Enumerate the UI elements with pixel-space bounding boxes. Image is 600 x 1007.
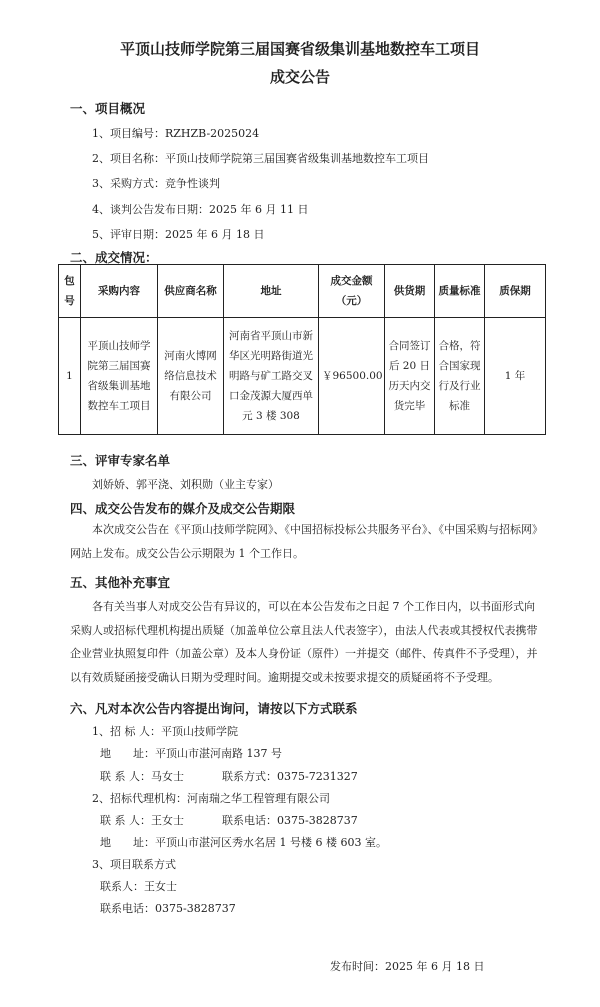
table-header: 质保期 (485, 265, 546, 318)
publish-date: 发布时间：2025 年 6 月 18 日 (330, 960, 485, 973)
tenderer: 1、招 标 人：平顶山技师学院 (92, 725, 238, 738)
section-5-heading: 五、其他补充事宜 (70, 575, 171, 590)
expert-list: 刘娇娇、郭平浇、刘积勋（业主专家） (92, 478, 279, 491)
table-cell: 河南火博网络信息技术有限公司 (158, 318, 224, 435)
table-header: 采购内容 (81, 265, 158, 318)
objection-paragraph: 各有关当事人对成交公告有异议的，可以在本公告发布之日起 7 个工作日内，以书面形式向采购人或招标代理机构提出质疑（加盖单位公章且法人代表签字），由法人代表或其授权代表携带企业营业执照复印件（加盖公章）及本人身份证（原件）一并提交（邮件、传真件不予受理），并以有效质疑函接受确认日期为受理时间。逾期提交或未按要求提交的质疑函将不予受理。 (70, 600, 538, 684)
agency-phone: 联系电话：0375-3828737 (222, 814, 358, 827)
section-2-heading: 二、成交情况： (70, 250, 158, 265)
table-header: 地址 (224, 265, 319, 318)
announcement-date: 4、谈判公告发布日期：2025 年 6 月 11 日 (92, 203, 309, 216)
section-6-heading: 六、凡对本次公告内容提出询问，请按以下方式联系 (70, 701, 358, 716)
project-contact-title: 3、项目联系方式 (92, 858, 176, 871)
tenderer-address: 地 址：平顶山市湛河南路 137 号 (100, 747, 282, 760)
tenderer-contact: 联 系 人：马女士 (100, 770, 184, 783)
table-cell: ￥96500.00 (319, 318, 385, 435)
table-cell: 1 年 (485, 318, 546, 435)
agency-contact: 联 系 人：王女士 (100, 814, 184, 827)
agency: 2、招标代理机构：河南瑞之华工程管理有限公司 (92, 792, 330, 805)
table-header: 包号 (59, 265, 81, 318)
table-header-row (59, 265, 546, 318)
section-4-heading: 四、成交公告发布的媒介及成交公告期限 (70, 501, 296, 516)
table-header: 成交金额（元） (319, 265, 385, 318)
table-cell: 1 (59, 318, 81, 435)
project-contact-phone: 联系电话：0375-3828737 (100, 902, 236, 915)
tenderer-phone: 联系方式：0375-7231327 (222, 770, 358, 783)
review-date: 5、评审日期：2025 年 6 月 18 日 (92, 228, 265, 241)
document-title: 平顶山技师学院第三届国赛省级集训基地数控车工项目 (119, 40, 480, 58)
project-number: 1、项目编号：RZHZB-2025024 (92, 127, 260, 140)
project-contact-person: 联系人：王女士 (100, 880, 177, 893)
document-subtitle: 成交公告 (269, 68, 330, 86)
table-header: 质量标准 (435, 265, 485, 318)
table-cell: 合格，符合国家现行及行业标准 (435, 318, 485, 435)
procurement-method: 3、采购方式：竞争性谈判 (92, 177, 220, 190)
table-row (59, 318, 546, 435)
table-header: 供应商名称 (158, 265, 224, 318)
table-cell: 河南省平顶山市新华区光明路街道光明路与矿工路交叉口金茂源大厦西单元 3 楼 308 (224, 318, 319, 435)
project-name: 2、项目名称：平顶山技师学院第三届国赛省级集训基地数控车工项目 (92, 152, 429, 165)
section-1-heading: 一、项目概况 (70, 101, 146, 116)
section-3-heading: 三、评审专家名单 (70, 453, 171, 468)
deal-table (58, 264, 546, 435)
media-paragraph: 本次成交公告在《平顶山技师学院网》、《中国招标投标公共服务平台》、《中国采购与招标网》网站上发布。成交公告公示期限为 1 个工作日。 (70, 523, 538, 560)
table-header: 供货期 (385, 265, 435, 318)
table-cell: 平顶山技师学院第三届国赛省级集训基地数控车工项目 (81, 318, 158, 435)
table-cell: 合同签订后 20 日历天内交货完毕 (385, 318, 435, 435)
agency-address: 地 址：平顶山市湛河区秀水名居 1 号楼 6 楼 603 室。 (100, 836, 387, 849)
